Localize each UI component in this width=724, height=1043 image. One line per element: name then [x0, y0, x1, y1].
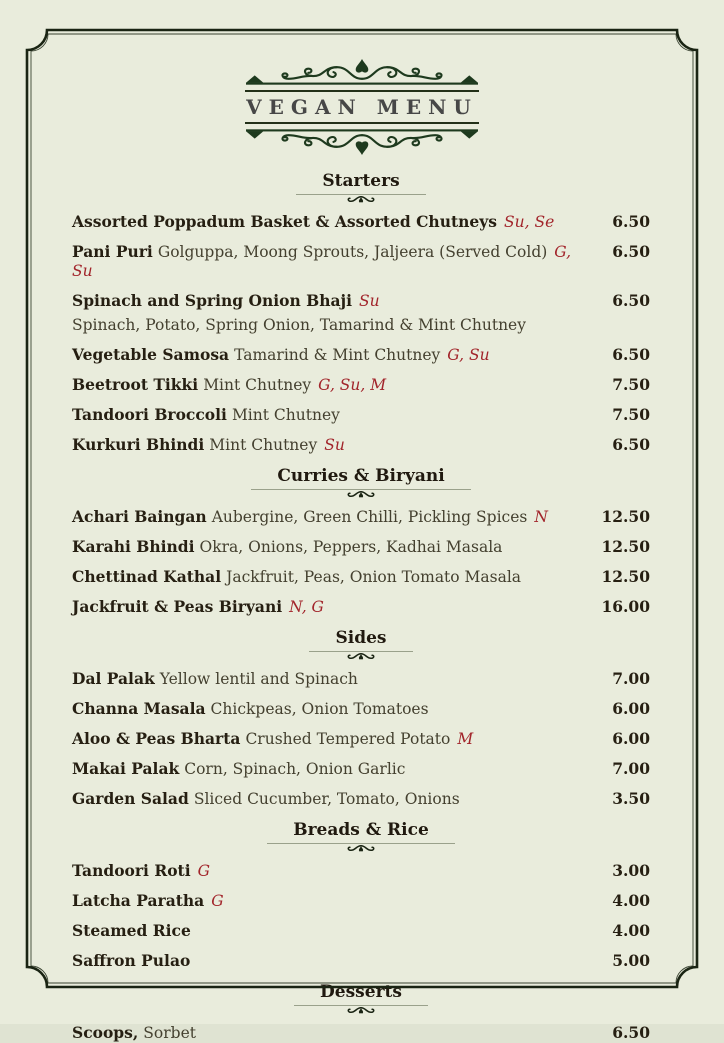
menu-item-row	[72, 597, 650, 617]
item-price: 7.00	[612, 669, 650, 688]
item-allergens: Su	[359, 292, 380, 310]
item-text	[72, 669, 358, 689]
menu-title: VEGAN MENU	[246, 95, 478, 119]
menu-item	[72, 951, 650, 971]
menu-sections	[0, 156, 724, 1043]
item-name: Dal Palak	[72, 669, 155, 688]
item-name: Aloo & Peas Bharta	[72, 729, 241, 748]
item-allergens: G, Su, M	[318, 376, 387, 394]
section-divider-ornament	[341, 194, 381, 204]
ornamental-flourish-top	[0, 58, 724, 87]
item-name: Spinach and Spring Onion Bhaji	[72, 291, 353, 310]
menu-item	[72, 537, 650, 557]
section-items	[72, 1023, 650, 1043]
item-price: 6.00	[612, 729, 650, 748]
item-name: Pani Puri	[72, 242, 153, 261]
item-text	[72, 537, 502, 557]
item-note: Spinach, Potato, Spring Onion, Tamarind & Mint Chutney	[72, 316, 526, 334]
item-price: 7.50	[612, 405, 650, 424]
section-items	[72, 861, 650, 971]
menu-item-row	[72, 951, 650, 971]
menu-item	[72, 921, 650, 941]
menu-item-row	[72, 345, 650, 365]
item-name: Channa Masala	[72, 699, 206, 718]
item-price: 6.50	[612, 435, 650, 454]
section-title: Sides	[309, 627, 412, 652]
item-name: Beetroot Tikki	[72, 375, 199, 394]
title-rule-top	[245, 90, 479, 92]
item-text	[72, 242, 596, 281]
menu-item	[72, 597, 650, 617]
section-header	[72, 627, 650, 661]
menu-item	[72, 789, 650, 809]
section-title: Curries & Biryani	[251, 465, 470, 490]
item-allergens: N	[534, 508, 548, 526]
menu-item	[72, 242, 650, 281]
item-name: Achari Baingan	[72, 507, 207, 526]
item-name: Makai Palak	[72, 759, 180, 778]
item-name: Tandoori Broccoli	[72, 405, 227, 424]
menu-item	[72, 669, 650, 689]
item-name: Steamed Rice	[72, 921, 191, 940]
menu-item-row	[72, 669, 650, 689]
item-allergens: G	[211, 892, 224, 910]
item-name: Kurkuri Bhindi	[72, 435, 205, 454]
item-text	[72, 597, 324, 617]
item-price: 3.00	[612, 861, 650, 880]
section-title: Starters	[296, 170, 425, 195]
item-name: Karahi Bhindi	[72, 537, 195, 556]
item-text	[72, 891, 224, 911]
menu-item	[72, 345, 650, 365]
section-divider-ornament	[341, 489, 381, 499]
section-divider-ornament	[341, 651, 381, 661]
title-rule-bottom	[245, 122, 479, 124]
item-description: Aubergine, Green Chilli, Pickling Spices	[211, 508, 528, 526]
item-price: 7.50	[612, 375, 650, 394]
menu-section	[72, 170, 650, 455]
item-price: 3.50	[612, 789, 650, 808]
item-description: Sorbet	[143, 1024, 196, 1042]
item-text	[72, 789, 460, 809]
item-price: 6.50	[612, 291, 650, 310]
item-text	[72, 567, 521, 587]
item-name: Assorted Poppadum Basket & Assorted Chutneys	[72, 212, 497, 231]
menu-item-row	[72, 729, 650, 749]
item-price: 4.00	[612, 891, 650, 910]
section-title: Desserts	[294, 981, 428, 1006]
item-name: Scoops,	[72, 1023, 139, 1042]
ornamental-flourish-bottom	[0, 127, 724, 156]
item-name: Tandoori Roti	[72, 861, 191, 880]
menu-item	[72, 375, 650, 395]
section-title: Breads & Rice	[267, 819, 455, 844]
item-price: 5.00	[612, 951, 650, 970]
menu-section	[72, 465, 650, 617]
menu-item-row	[72, 891, 650, 911]
menu-item-row	[72, 405, 650, 425]
menu-item-row	[72, 507, 650, 527]
menu-item	[72, 861, 650, 881]
item-price: 12.50	[601, 507, 650, 526]
item-price: 12.50	[601, 537, 650, 556]
item-name: Vegetable Samosa	[72, 345, 230, 364]
item-description: Mint Chutney	[231, 406, 340, 424]
menu-section	[72, 819, 650, 971]
section-items	[72, 507, 650, 617]
section-items	[72, 669, 650, 809]
item-name: Garden Salad	[72, 789, 189, 808]
section-header	[72, 170, 650, 204]
item-text	[72, 405, 340, 425]
item-price: 16.00	[601, 597, 650, 616]
item-text	[72, 291, 380, 311]
menu-item	[72, 759, 650, 779]
menu-item-row	[72, 699, 650, 719]
section-header	[72, 819, 650, 853]
menu-item	[72, 1023, 650, 1043]
item-allergens: G, Su	[447, 346, 490, 364]
menu-item-row	[72, 375, 650, 395]
menu-item-row	[72, 789, 650, 809]
item-description: Crushed Tempered Potato	[245, 730, 451, 748]
menu-item	[72, 507, 650, 527]
menu-section	[72, 981, 650, 1043]
menu-item	[72, 891, 650, 911]
menu-item	[72, 435, 650, 455]
item-text	[72, 699, 429, 719]
item-price: 7.00	[612, 759, 650, 778]
item-price: 6.50	[612, 1023, 650, 1042]
item-description: Tamarind & Mint Chutney	[234, 346, 441, 364]
menu-header	[0, 0, 724, 156]
menu-item	[72, 729, 650, 749]
menu-item-row	[72, 567, 650, 587]
item-text	[72, 345, 490, 365]
item-text	[72, 921, 191, 941]
item-allergens: Su	[324, 436, 345, 454]
section-header	[72, 981, 650, 1015]
menu-item-row	[72, 759, 650, 779]
section-items	[72, 212, 650, 455]
menu-item	[72, 567, 650, 587]
item-description: Okra, Onions, Peppers, Kadhai Masala	[199, 538, 503, 556]
menu-item-row	[72, 1023, 650, 1043]
item-description: Mint Chutney	[203, 376, 312, 394]
item-description: Golguppa, Moong Sprouts, Jaljeera (Served Cold)	[157, 243, 548, 261]
item-description: Jackfruit, Peas, Onion Tomato Masala	[226, 568, 522, 586]
item-allergens: M	[457, 730, 474, 748]
menu-section	[72, 627, 650, 809]
item-price: 6.00	[612, 699, 650, 718]
item-allergens: G	[197, 862, 210, 880]
item-text	[72, 951, 190, 971]
item-price: 6.50	[612, 345, 650, 364]
item-name: Saffron Pulao	[72, 951, 191, 970]
menu-item-row	[72, 242, 650, 281]
item-text	[72, 861, 210, 881]
item-price: 4.00	[612, 921, 650, 940]
section-divider-ornament	[341, 1005, 381, 1015]
item-description: Yellow lentil and Spinach	[159, 670, 358, 688]
menu-item	[72, 212, 650, 232]
menu-item-row	[72, 921, 650, 941]
section-header	[72, 465, 650, 499]
item-description: Chickpeas, Onion Tomatoes	[210, 700, 429, 718]
item-name: Jackfruit & Peas Biryani	[72, 597, 283, 616]
item-text	[72, 729, 473, 749]
item-allergens: Su, Se	[504, 213, 555, 231]
menu-item-row	[72, 212, 650, 232]
menu-item	[72, 291, 650, 335]
item-text	[72, 212, 554, 232]
item-text	[72, 435, 345, 455]
item-description: Corn, Spinach, Onion Garlic	[184, 760, 406, 778]
item-allergens: N, G	[289, 598, 324, 616]
item-allergens: G, Su	[72, 243, 572, 280]
item-name: Latcha Paratha	[72, 891, 205, 910]
item-description: Mint Chutney	[209, 436, 318, 454]
menu-item	[72, 699, 650, 719]
item-text	[72, 507, 548, 527]
item-text	[72, 759, 405, 779]
menu-item	[72, 405, 650, 425]
item-description: Sliced Cucumber, Tomato, Onions	[193, 790, 460, 808]
item-name: Chettinad Kathal	[72, 567, 222, 586]
menu-item-row	[72, 537, 650, 557]
item-price: 6.50	[612, 242, 650, 261]
item-text	[72, 375, 386, 395]
item-text	[72, 1023, 196, 1043]
item-price: 12.50	[601, 567, 650, 586]
section-divider-ornament	[341, 843, 381, 853]
menu-item-row	[72, 291, 650, 311]
menu-item-row	[72, 861, 650, 881]
menu-item-row	[72, 435, 650, 455]
item-price: 6.50	[612, 212, 650, 231]
